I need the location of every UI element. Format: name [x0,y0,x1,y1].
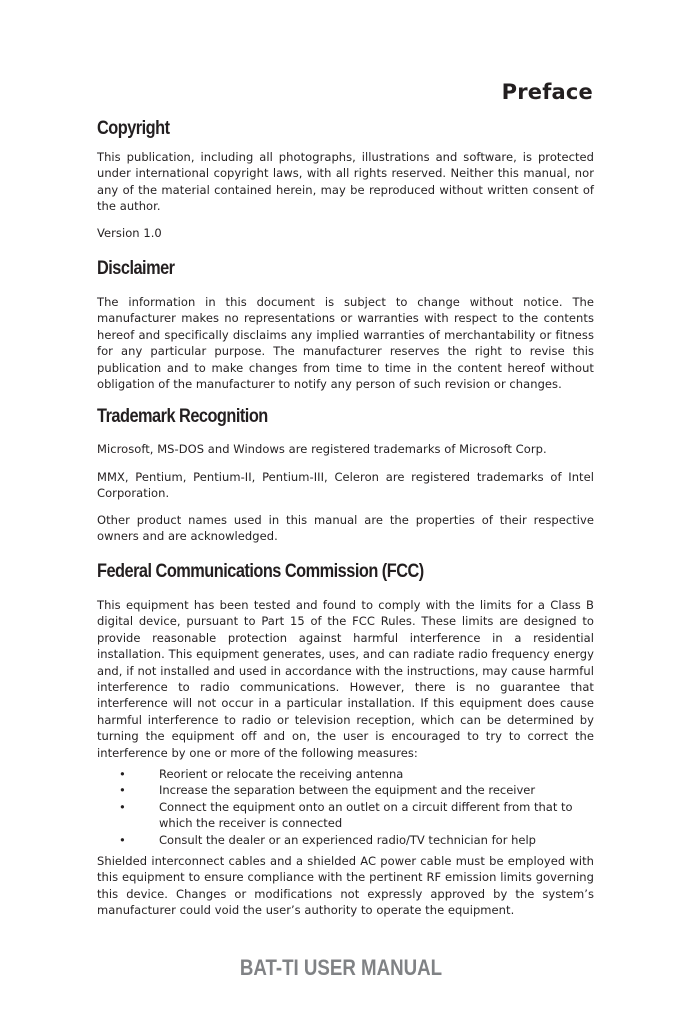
fcc-closing-paragraph: Shielded interconnect cables and a shielded AC power cable must be employed with this equipment to ensure compliance with the pertinent RF emission limits governing this device. Changes or modifications not expressly approved by the system’s manufacturer could void the user’s authority to operate the equipment. [97,854,594,918]
list-item-text: Consult the dealer or an experienced radio/TV technician for help [159,832,536,847]
copyright-heading: Copyright [97,118,170,139]
copyright-paragraph: This publication, including all photographs, illustrations and software, is protected under international copyright laws, with all rights reserved. Neither this manual, nor any of the material contained herein, may be reproduced without written consent of the author. [97,150,594,214]
trademark-paragraph-3: Other product names used in this manual are the properties of their respective owners and are acknowledged. [97,513,594,544]
list-item-text: Connect the equipment onto an outlet on a circuit different from that to which the receiver is connected [159,799,573,831]
fcc-heading: Federal Communications Commission (FCC) [97,561,424,582]
list-item-text: Reorient or relocate the receiving antenna [159,767,404,781]
version-text: Version 1.0 [97,226,162,240]
trademark-heading: Trademark Recognition [97,406,268,427]
trademark-paragraph-1: Microsoft, MS-DOS and Windows are registered trademarks of Microsoft Corp. [97,442,547,456]
list-item-text: Increase the separation between the equipment and the receiver [159,783,536,798]
list-item [97,766,594,782]
bullet-icon: • [119,832,126,847]
page-title: Preface [501,80,593,104]
bullet-icon: • [119,783,126,798]
footer-title: BAT-TI USER MANUAL [239,955,443,980]
trademark-paragraph-2: MMX, Pentium, Pentium-II, Pentium-III, Celeron are registered trademarks of Intel Corporation. [97,470,594,501]
bullet-icon: • [119,799,126,814]
list-item [97,782,594,798]
page-footer [0,955,682,981]
fcc-measures-list [97,766,594,848]
disclaimer-heading: Disclaimer [97,258,175,279]
list-item [97,799,594,832]
bullet-icon: • [119,767,126,781]
list-item [97,832,594,848]
disclaimer-paragraph: The information in this document is subject to change without notice. The manufacturer makes no representations or warranties with respect to the contents hereof and specifically disclaims any implied warranties of merchantability or fitness for any particular purpose. The manufacturer reserves the right to revise this publication and to make changes from time to time in the content hereof without obligation of the manufacturer to notify any person of such revision or changes. [97,295,594,392]
fcc-paragraph: This equipment has been tested and found to comply with the limits for a Class B digital device, pursuant to Part 15 of the FCC Rules. These limits are designed to provide reasonable protection against harmful interference in a residential installation. This equipment generates, uses, and can radiate radio frequency energy and, if not installed and used in accordance with the instructions, may cause harmful interference to radio communications. However, there is no guarantee that interference will not occur in a particular installation. If this equipment does cause harmful interference to radio or television reception, which can be determined by turning the equipment off and on, the user is encouraged to try to correct the interference by one or more of the following measures: [97,598,594,760]
